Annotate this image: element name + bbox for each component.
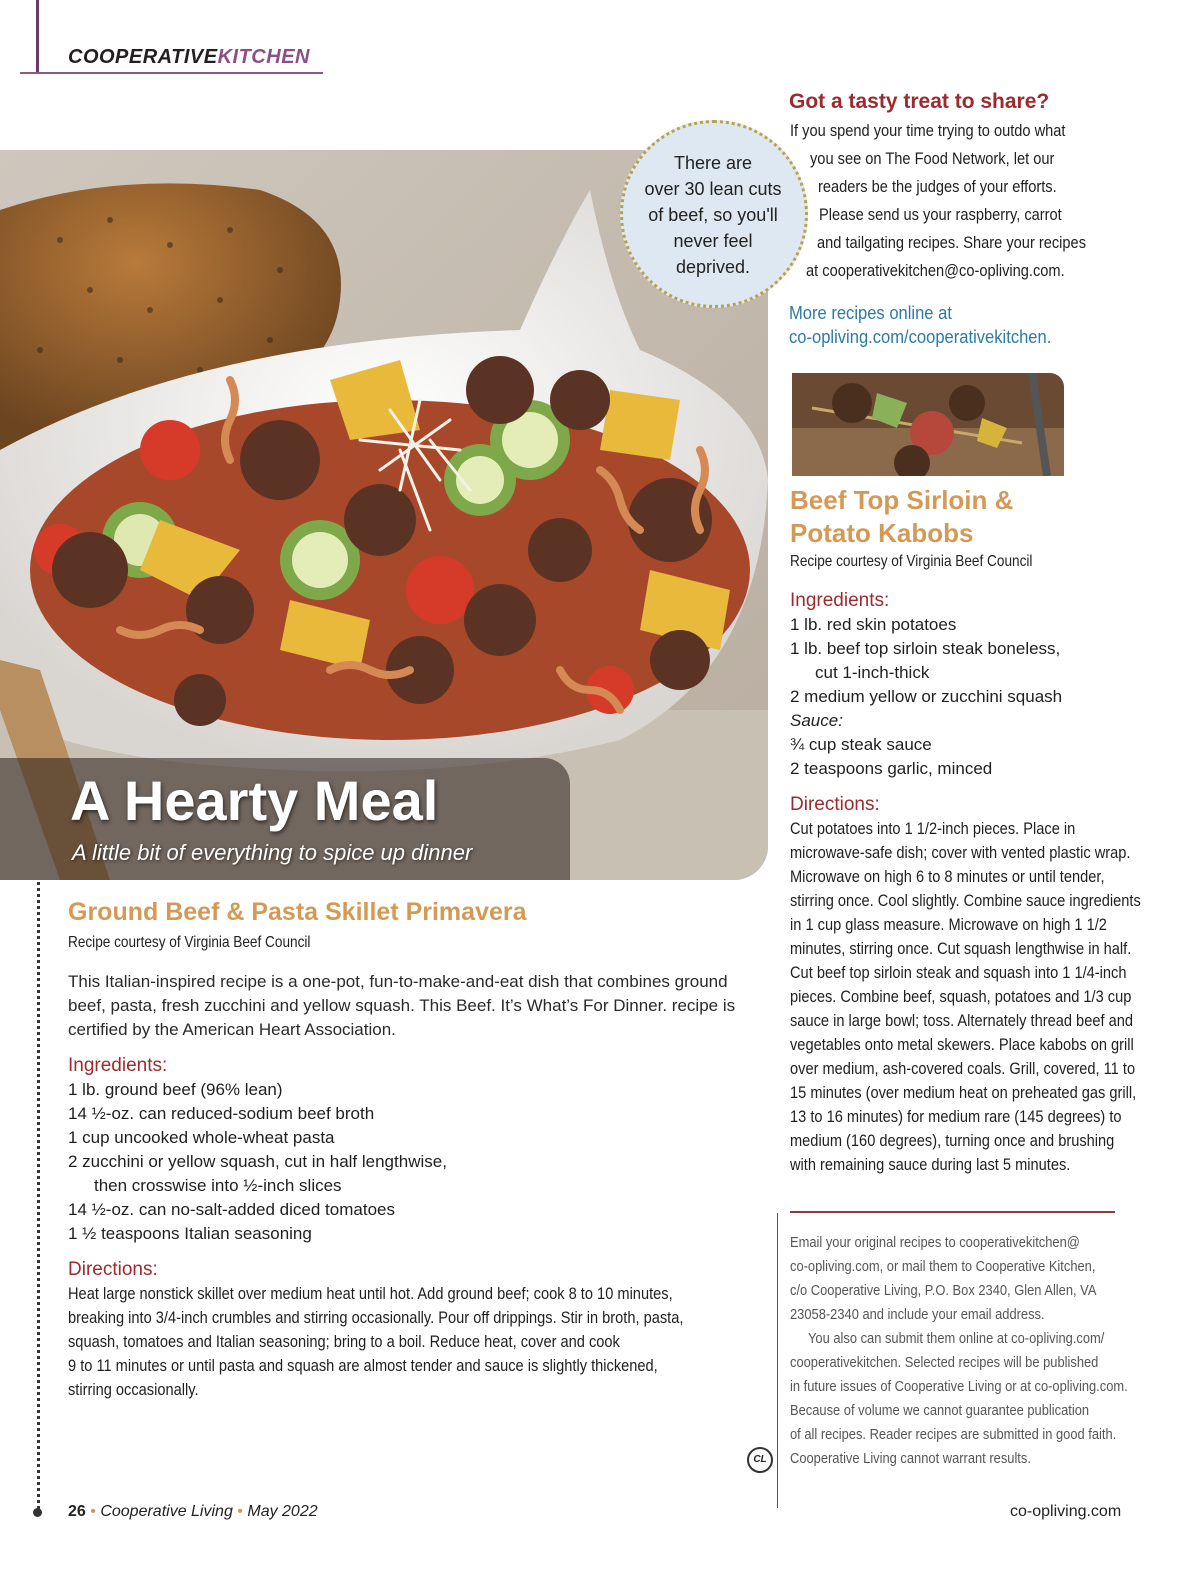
pasta-direction-line: Heat large nonstick skillet over medium heat until hot. Add ground beef; cook 8 to 10 minutes, [68,1284,673,1303]
share-line: Please send us your raspberry, carrot [819,205,1062,224]
kabob-direction-line: in 1 cup glass measure. Microwave on high 1 1/2 [790,915,1107,934]
more-recipes-url[interactable]: co-opliving.com/cooperativekitchen. [789,327,1052,347]
kabob-direction-line: pieces. Combine beef, squash, potatoes and 1/3 cup [790,987,1132,1006]
callout-line: over 30 lean cuts [644,179,782,199]
more-recipes-line1: More recipes online at [789,303,952,323]
pasta-ingredient: 1 cup uncooked whole-wheat pasta [68,1128,335,1147]
submission-line: co-opliving.com, or mail them to Cooperative Kitchen, [790,1258,1096,1275]
callout-line: never feel [673,231,753,251]
kabob-direction-line: vegetables onto metal skewers. Place kabobs on grill [790,1035,1134,1054]
submission-line: Because of volume we cannot guarantee publication [790,1402,1090,1419]
section-header [68,46,310,69]
share-line: you see on The Food Network, let our [810,149,1055,168]
pasta-ingredient: 1 ½ teaspoons Italian seasoning [68,1224,312,1243]
kabob-photo [792,373,1064,476]
share-heading: Got a tasty treat to share? [789,90,1050,113]
kabob-recipe-courtesy: Recipe courtesy of Virginia Beef Council [790,553,1033,570]
kabob-recipe-title [790,484,1110,550]
header-divider [36,0,39,74]
pasta-ingredients-heading: Ingredients: [68,1055,168,1076]
kabob-direction-line: 15 minutes (over medium heat on preheated gas grill, [790,1083,1137,1102]
kabob-title-line: Beef Top Sirloin & [790,485,1014,515]
submission-line: Cooperative Living cannot warrant results. [790,1450,1031,1467]
submission-rule [790,1211,1115,1213]
cooperative-living-logo: CL [747,1447,773,1473]
submission-line: c/o Cooperative Living, P.O. Box 2340, Glen Allen, VA [790,1282,1097,1299]
kabob-ingredient: 1 lb. beef top sirloin steak boneless, [790,639,1061,658]
kabob-ingredient: cut 1-inch-thick [815,663,930,682]
submission-line: Email your original recipes to cooperativekitchen@ [790,1234,1080,1251]
share-line: and tailgating recipes. Share your recipes [817,233,1087,252]
kabob-direction-line: Microwave on high 6 to 8 minutes or until tender, [790,867,1105,886]
kabob-direction-line: 13 to 16 minutes) for medium rare (145 degrees) to [790,1107,1122,1126]
pasta-direction-line: stirring occasionally. [68,1380,199,1399]
kabob-direction-line: microwave-safe dish; cover with vented plastic wrap. [790,843,1131,862]
kabob-direction-line: Cut beef top sirloin steak and squash into 1 1/4-inch [790,963,1127,982]
kabob-direction-line: Cut potatoes into 1 1/2-inch pieces. Place in [790,819,1076,838]
kabob-ingredient: 2 medium yellow or zucchini squash [790,687,1063,706]
kabob-title-line: Potato Kabobs [790,518,974,548]
pasta-direction-line: 9 to 11 minutes or until pasta and squash are almost tender and sauce is slightly thickened, [68,1356,658,1375]
footer-bullet: • [90,1503,96,1520]
kabob-directions-heading: Directions: [790,794,880,815]
kabob-ingredient: ¾ cup steak sauce [790,735,932,754]
page-number: 26 [68,1503,86,1520]
kabob-ingredient: 2 teaspoons garlic, minced [790,759,993,778]
kabob-direction-line: minutes, stirring once. Cut squash lengthwise in half. [790,939,1132,958]
submission-line: You also can submit them online at co-opliving.com/ [808,1330,1105,1347]
more-recipes-link[interactable] [789,301,1051,349]
pasta-ingredient: 2 zucchini or yellow squash, cut in half lengthwise, [68,1152,447,1171]
hero-subtitle: A little bit of everything to spice up dinner [72,840,473,865]
pasta-recipe-courtesy: Recipe courtesy of Virginia Beef Council [68,934,311,951]
kabob-direction-line: sauce in large bowl; toss. Alternately thread beef and [790,1011,1133,1030]
submission-line: cooperativekitchen. Selected recipes will be published [790,1354,1099,1371]
kabob-direction-line: medium (160 degrees), turning once and brushing [790,1131,1115,1150]
submission-line: 23058-2340 and include your email address. [790,1306,1045,1323]
footer-folio [68,1503,318,1521]
pasta-ingredient: 1 lb. ground beef (96% lean) [68,1080,283,1099]
kabob-sauce-label: Sauce: [790,711,843,730]
submission-border [777,1213,778,1508]
hero-title: A Hearty Meal [70,769,439,832]
footer-bullet: • [237,1503,243,1520]
callout-line: deprived. [675,257,751,277]
pasta-recipe-title: Ground Beef & Pasta Skillet Primavera [68,898,527,926]
pasta-direction-line: breaking into 3/4-inch crumbles and stirring occasionally. Pour off drippings. Stir in broth, pasta, [68,1308,684,1327]
pasta-ingredient: then crosswise into ½-inch slices [94,1176,342,1195]
share-line: If you spend your time trying to outdo what [790,121,1066,140]
pasta-ingredient: 14 ½-oz. can reduced-sodium beef broth [68,1104,375,1123]
submission-line: in future issues of Cooperative Living or at co-opliving.com. [790,1378,1128,1395]
callout-text [632,150,794,280]
footer-site[interactable]: co-opliving.com [1010,1503,1122,1520]
section-header-part1: COOPERATIVE [68,46,218,68]
share-line: readers be the judges of your efforts. [818,177,1057,196]
section-header-part2: KITCHEN [217,46,310,68]
kabob-ingredient: 1 lb. red skin potatoes [790,615,957,634]
pasta-direction-line: squash, tomatoes and Italian seasoning; bring to a boil. Reduce heat, cover and cook [68,1332,620,1351]
header-rule [20,72,323,74]
callout-line: There are [673,153,753,173]
kabob-direction-line: over medium, ash-covered coals. Grill, covered, 11 to [790,1059,1136,1078]
publication-name: Cooperative Living [100,1503,233,1520]
submission-line: of all recipes. Reader recipes are submitted in good faith. [790,1426,1117,1443]
pasta-ingredient: 14 ½-oz. can no-salt-added diced tomatoes [68,1200,395,1219]
share-line: at cooperativekitchen@co-opliving.com. [806,261,1065,280]
dotted-rule-end [33,1508,42,1517]
kabob-direction-line: stirring once. Cool slightly. Combine sauce ingredients [790,891,1141,910]
kabob-ingredients-heading: Ingredients: [790,590,890,611]
pasta-recipe-intro: This Italian-inspired recipe is a one-pot, fun-to-make-and-eat dish that combines ground beef, pasta, fresh zucchini and yellow squash. This Beef. It’s What’s For Dinner. recipe is certified by the American Heart Association. [68,972,736,1039]
pasta-directions-heading: Directions: [68,1259,158,1280]
kabob-direction-line: with remaining sauce during last 5 minutes. [790,1155,1071,1174]
issue-date: May 2022 [247,1503,318,1520]
callout-line: of beef, so you'll [648,205,778,225]
